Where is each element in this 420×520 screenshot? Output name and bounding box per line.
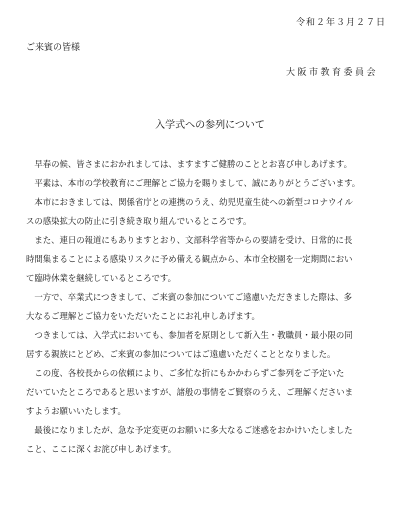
paragraph-line: だいていたところであると思いますが、諸般の事情をご賢察のうえ、ご理解くださいま — [26, 387, 354, 397]
paragraph-line: 本市におきましては、関係省庁との連携のうえ、幼児児童生徒への新型コロナウイル — [34, 197, 353, 207]
document-date: 令和２年３月２７日 — [295, 18, 386, 28]
document-body — [26, 155, 396, 459]
paragraph-7 — [26, 364, 396, 421]
paragraph-1 — [26, 155, 396, 174]
paragraph-line: この度、各校長からの依頼により、ご多忙な折にもかかわらずご参列をご予定いた — [34, 368, 345, 378]
paragraph-line: また、連日の報道にもありますとおり、文部科学省等からの要請を受け、日常的に長 — [34, 235, 353, 245]
paragraph-line: つきましては、入学式においても、参加者を原則として新入生・教職員・最小限の同 — [34, 330, 353, 340]
paragraph-line: こと、ここに深くお詫び申しあげます。 — [26, 444, 177, 454]
paragraph-line: 大なるご理解とご協力をいただいたことにお礼申しあげます。 — [26, 311, 260, 321]
paragraph-line: 一方で、卒業式につきまして、ご来賓の参加についてご遠慮いただきました際は、多 — [34, 292, 352, 302]
document-title: 入学式への参列について — [155, 120, 265, 131]
paragraph-line: て臨時休業を継続しているところです。 — [26, 273, 176, 283]
paragraph-5 — [26, 288, 396, 326]
paragraph-line: 最後になりましたが、急な予定変更のお願いに多大なるご迷惑をおかけいたしました — [34, 425, 353, 435]
paragraph-line: スの感染拡大の防止に引き続き取り組んでいるところです。 — [26, 216, 252, 226]
sender: 大阪市教育委員会 — [285, 68, 378, 78]
paragraph-8 — [26, 421, 396, 459]
paragraph-line: 早春の候、皆さまにおかれましては、ますますご健勝のこととお喜び申しあげます。 — [34, 159, 352, 169]
addressee: ご来賓の皆様 — [26, 43, 81, 53]
paragraph-line: すようお願いいたします。 — [26, 406, 126, 416]
paragraph-line: 居する親族にとどめ、ご来賓の参加についてはご遠慮いただくこととなりました。 — [26, 349, 336, 359]
paragraph-2 — [26, 174, 396, 193]
paragraph-line: 平素は、本市の学校教育にご理解とご協力を賜りまして、誠にありがとうございます。 — [34, 178, 361, 188]
paragraph-6 — [26, 326, 396, 364]
paragraph-4 — [26, 231, 396, 288]
paragraph-line: 時間集まることによる感染リスクに予め備える観点から、本市全校園を一定期間におい — [26, 254, 353, 264]
paragraph-3 — [26, 193, 396, 231]
